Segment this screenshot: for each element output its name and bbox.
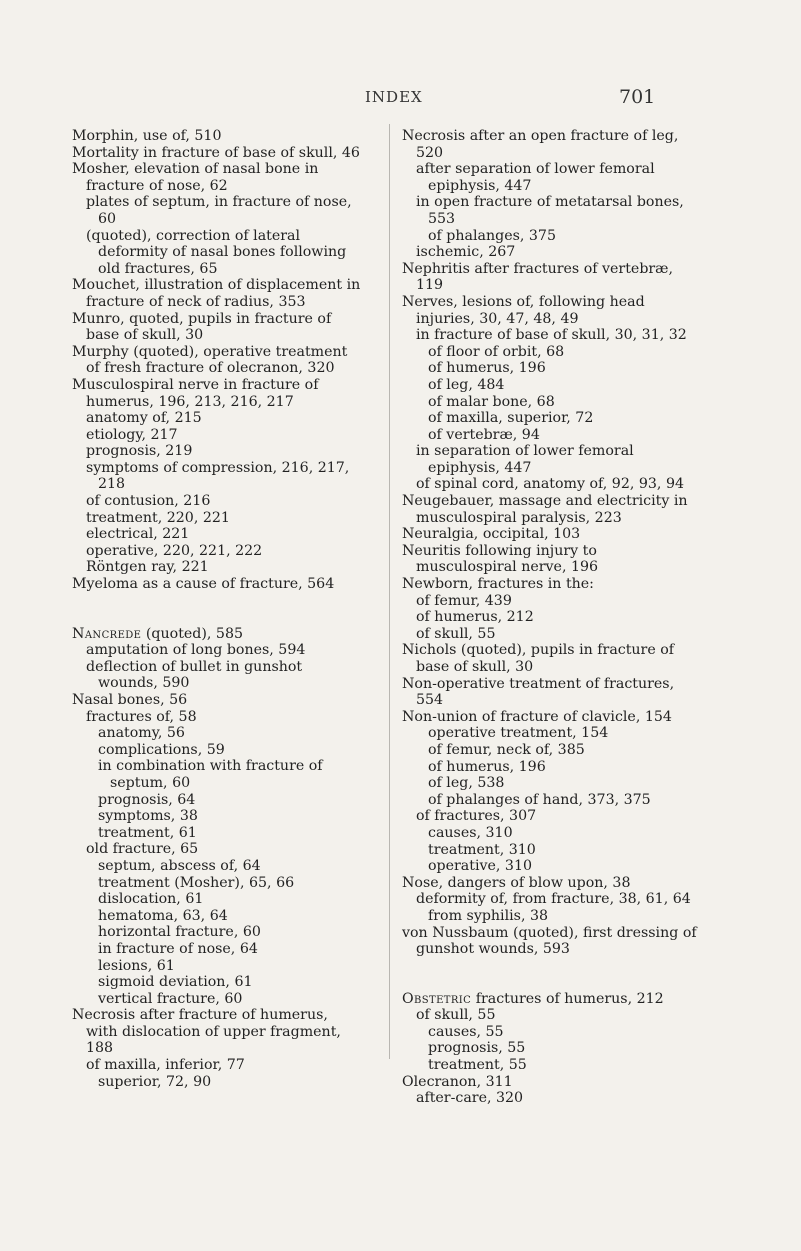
index-entry: of contusion, 216	[86, 493, 211, 510]
right-column	[402, 128, 698, 1107]
index-entry: of femur, neck of, 385	[428, 741, 585, 758]
index-entry: prognosis, 55	[428, 1040, 526, 1057]
index-entry: in open fracture of metatarsal bones, 553	[416, 194, 684, 227]
page-title: INDEX	[365, 88, 423, 106]
index-entry: (quoted), correction of lateral deformity of nasal bones following old fractures, 65	[86, 227, 347, 277]
index-entry: of malar bone, 68	[428, 393, 555, 410]
index-entry: Nerves, lesions of, following head injuries, 30, 47, 48, 49	[402, 293, 645, 327]
section-head-word: Obstetric	[402, 990, 472, 1007]
index-entry: amputation of long bones, 594	[86, 642, 306, 659]
index-entry: symptoms, 38	[98, 808, 198, 825]
index-entry: of skull, 55	[416, 625, 496, 642]
index-entry: Non-union of fracture of clavicle, 154	[402, 708, 672, 725]
index-entry: Nephritis after fractures of vertebræ, 119	[402, 260, 674, 294]
index-entry: hematoma, 63, 64	[98, 907, 228, 924]
index-entry: treatment (Mosher), 65, 66	[98, 874, 295, 891]
index-entry: Morphin, use of, 510	[72, 128, 222, 144]
index-entry: after-care, 320	[416, 1090, 524, 1107]
index-entry: sigmoid deviation, 61	[98, 974, 253, 991]
index-entry: of fractures, 307	[416, 808, 537, 825]
section-head-rest: fractures of humerus, 212	[471, 990, 664, 1007]
index-entry: of humerus, 212	[416, 609, 534, 626]
index-entry: etiology, 217	[86, 426, 178, 443]
index-entry: operative treatment, 154	[428, 725, 609, 742]
index-entry: dislocation, 61	[98, 891, 204, 908]
index-entry	[72, 626, 362, 643]
index-entry: Murphy (quoted), operative treatment of fresh fracture of olecranon, 320	[72, 343, 348, 377]
index-entry: in combination with fracture of septum, 60	[98, 758, 323, 791]
index-entry: after separation of lower femoral epiphysis, 447	[416, 161, 655, 194]
index-entry: Nichols (quoted), pupils in fracture of base of skull, 30	[402, 642, 675, 675]
index-entry: Mouchet, illustration of displacement in fracture of neck of radius, 353	[72, 277, 361, 310]
index-entry: superior, 72, 90	[98, 1073, 212, 1090]
index-entry: treatment, 310	[428, 841, 536, 858]
index-entry: septum, abscess of, 64	[98, 857, 261, 874]
index-entry: causes, 55	[428, 1023, 504, 1040]
left-section-n	[72, 642, 362, 1090]
index-entry: electrical, 221	[86, 526, 190, 543]
left-section-m	[72, 128, 362, 593]
index-entry: deformity of, from fracture, 38, 61, 64	[416, 891, 691, 908]
index-entry: treatment, 55	[428, 1057, 527, 1074]
index-entry: of vertebræ, 94	[428, 426, 540, 443]
index-entry: Nasal bones, 56	[72, 692, 188, 708]
index-entry: old fracture, 65	[86, 841, 199, 858]
index-entry: lesions, 61	[98, 957, 175, 974]
index-entry: Non-operative treatment of fractures, 554	[402, 675, 675, 709]
index-entry: Myeloma as a cause of fracture, 564	[72, 576, 335, 593]
index-entry: horizontal fracture, 60	[98, 924, 261, 941]
index-entry: of spinal cord, anatomy of, 92, 93, 94	[416, 476, 684, 493]
index-entry: of floor of orbit, 68	[428, 343, 565, 360]
right-section-o	[402, 1007, 698, 1107]
index-entry: deflection of bullet in gunshot wounds, 590	[86, 658, 303, 692]
index-entry: operative, 310	[428, 858, 533, 875]
index-entry: Neuritis following injury to musculospiral nerve, 196	[402, 542, 599, 576]
index-entry: operative, 220, 221, 222	[86, 542, 263, 559]
page-number: 701	[619, 86, 656, 108]
index-entry: Neuralgia, occipital, 103	[402, 526, 581, 543]
index-entry: of maxilla, inferior, 77	[86, 1057, 245, 1074]
index-entry: prognosis, 64	[98, 791, 196, 808]
index-entry: Newborn, fractures in the:	[402, 576, 594, 593]
index-entry: Neugebauer, massage and electricity in musculospiral paralysis, 223	[402, 493, 688, 526]
section-head-word: Nancrede	[72, 625, 142, 642]
index-entry: Olecranon, 311	[402, 1073, 513, 1090]
index-entry: Necrosis after fracture of humerus, with dislocation of upper fragment, 188	[72, 1007, 341, 1057]
index-entry: of humerus, 196	[428, 758, 546, 775]
index-entry: symptoms of compression, 216, 217, 218	[86, 459, 350, 493]
section-head-rest: (quoted), 585	[141, 625, 244, 642]
index-entry: treatment, 61	[98, 824, 197, 841]
index-entry: von Nussbaum (quoted), first dressing of gunshot wounds, 593	[402, 924, 697, 958]
index-entry: from syphilis, 38	[428, 907, 549, 924]
index-entry: anatomy of, 215	[86, 410, 202, 427]
index-entry: of femur, 439	[416, 592, 512, 609]
index-entry: in separation of lower femoral epiphysis, 447	[416, 443, 634, 476]
left-column	[72, 128, 362, 1090]
right-section-n	[402, 128, 698, 958]
index-entry: Musculospiral nerve in fracture of humerus, 196, 213, 216, 217	[72, 376, 319, 410]
index-entry: treatment, 220, 221	[86, 509, 230, 526]
index-entry: prognosis, 219	[86, 443, 193, 460]
index-entry: Röntgen ray, 221	[86, 559, 209, 576]
index-entry	[402, 991, 698, 1008]
index-entry: of leg, 484	[428, 376, 505, 393]
section-gap	[72, 593, 362, 626]
index-entry: Munro, quoted, pupils in fracture of base of skull, 30	[72, 310, 332, 344]
index-entry: of phalanges, 375	[428, 227, 556, 244]
running-header	[0, 88, 801, 114]
index-entry: ischemic, 267	[416, 244, 516, 261]
index-entry: anatomy, 56	[98, 725, 185, 742]
index-entry: fractures of, 58	[86, 708, 197, 725]
index-entry: vertical fracture, 60	[98, 990, 243, 1007]
index-entry: plates of septum, in fracture of nose, 60	[86, 194, 352, 227]
index-entry: of humerus, 196	[428, 360, 546, 377]
index-entry: of skull, 55	[416, 1007, 496, 1024]
index-entry: Mosher, elevation of nasal bone in fracture of nose, 62	[72, 161, 319, 194]
column-divider	[389, 124, 390, 1059]
index-entry: in fracture of nose, 64	[98, 940, 258, 957]
index-entry: in fracture of base of skull, 30, 31, 32	[416, 327, 687, 344]
index-entry: complications, 59	[98, 741, 225, 758]
index-entry: Mortality in fracture of base of skull, 46	[72, 144, 360, 161]
index-entry: causes, 310	[428, 824, 513, 841]
index-entry: Nose, dangers of blow upon, 38	[402, 874, 631, 891]
index-entry: Necrosis after an open fracture of leg, 520	[402, 128, 679, 161]
section-gap	[402, 958, 698, 991]
index-entry: of maxilla, superior, 72	[428, 410, 594, 427]
index-entry: of phalanges of hand, 373, 375	[428, 791, 651, 808]
index-entry: of leg, 538	[428, 775, 505, 792]
